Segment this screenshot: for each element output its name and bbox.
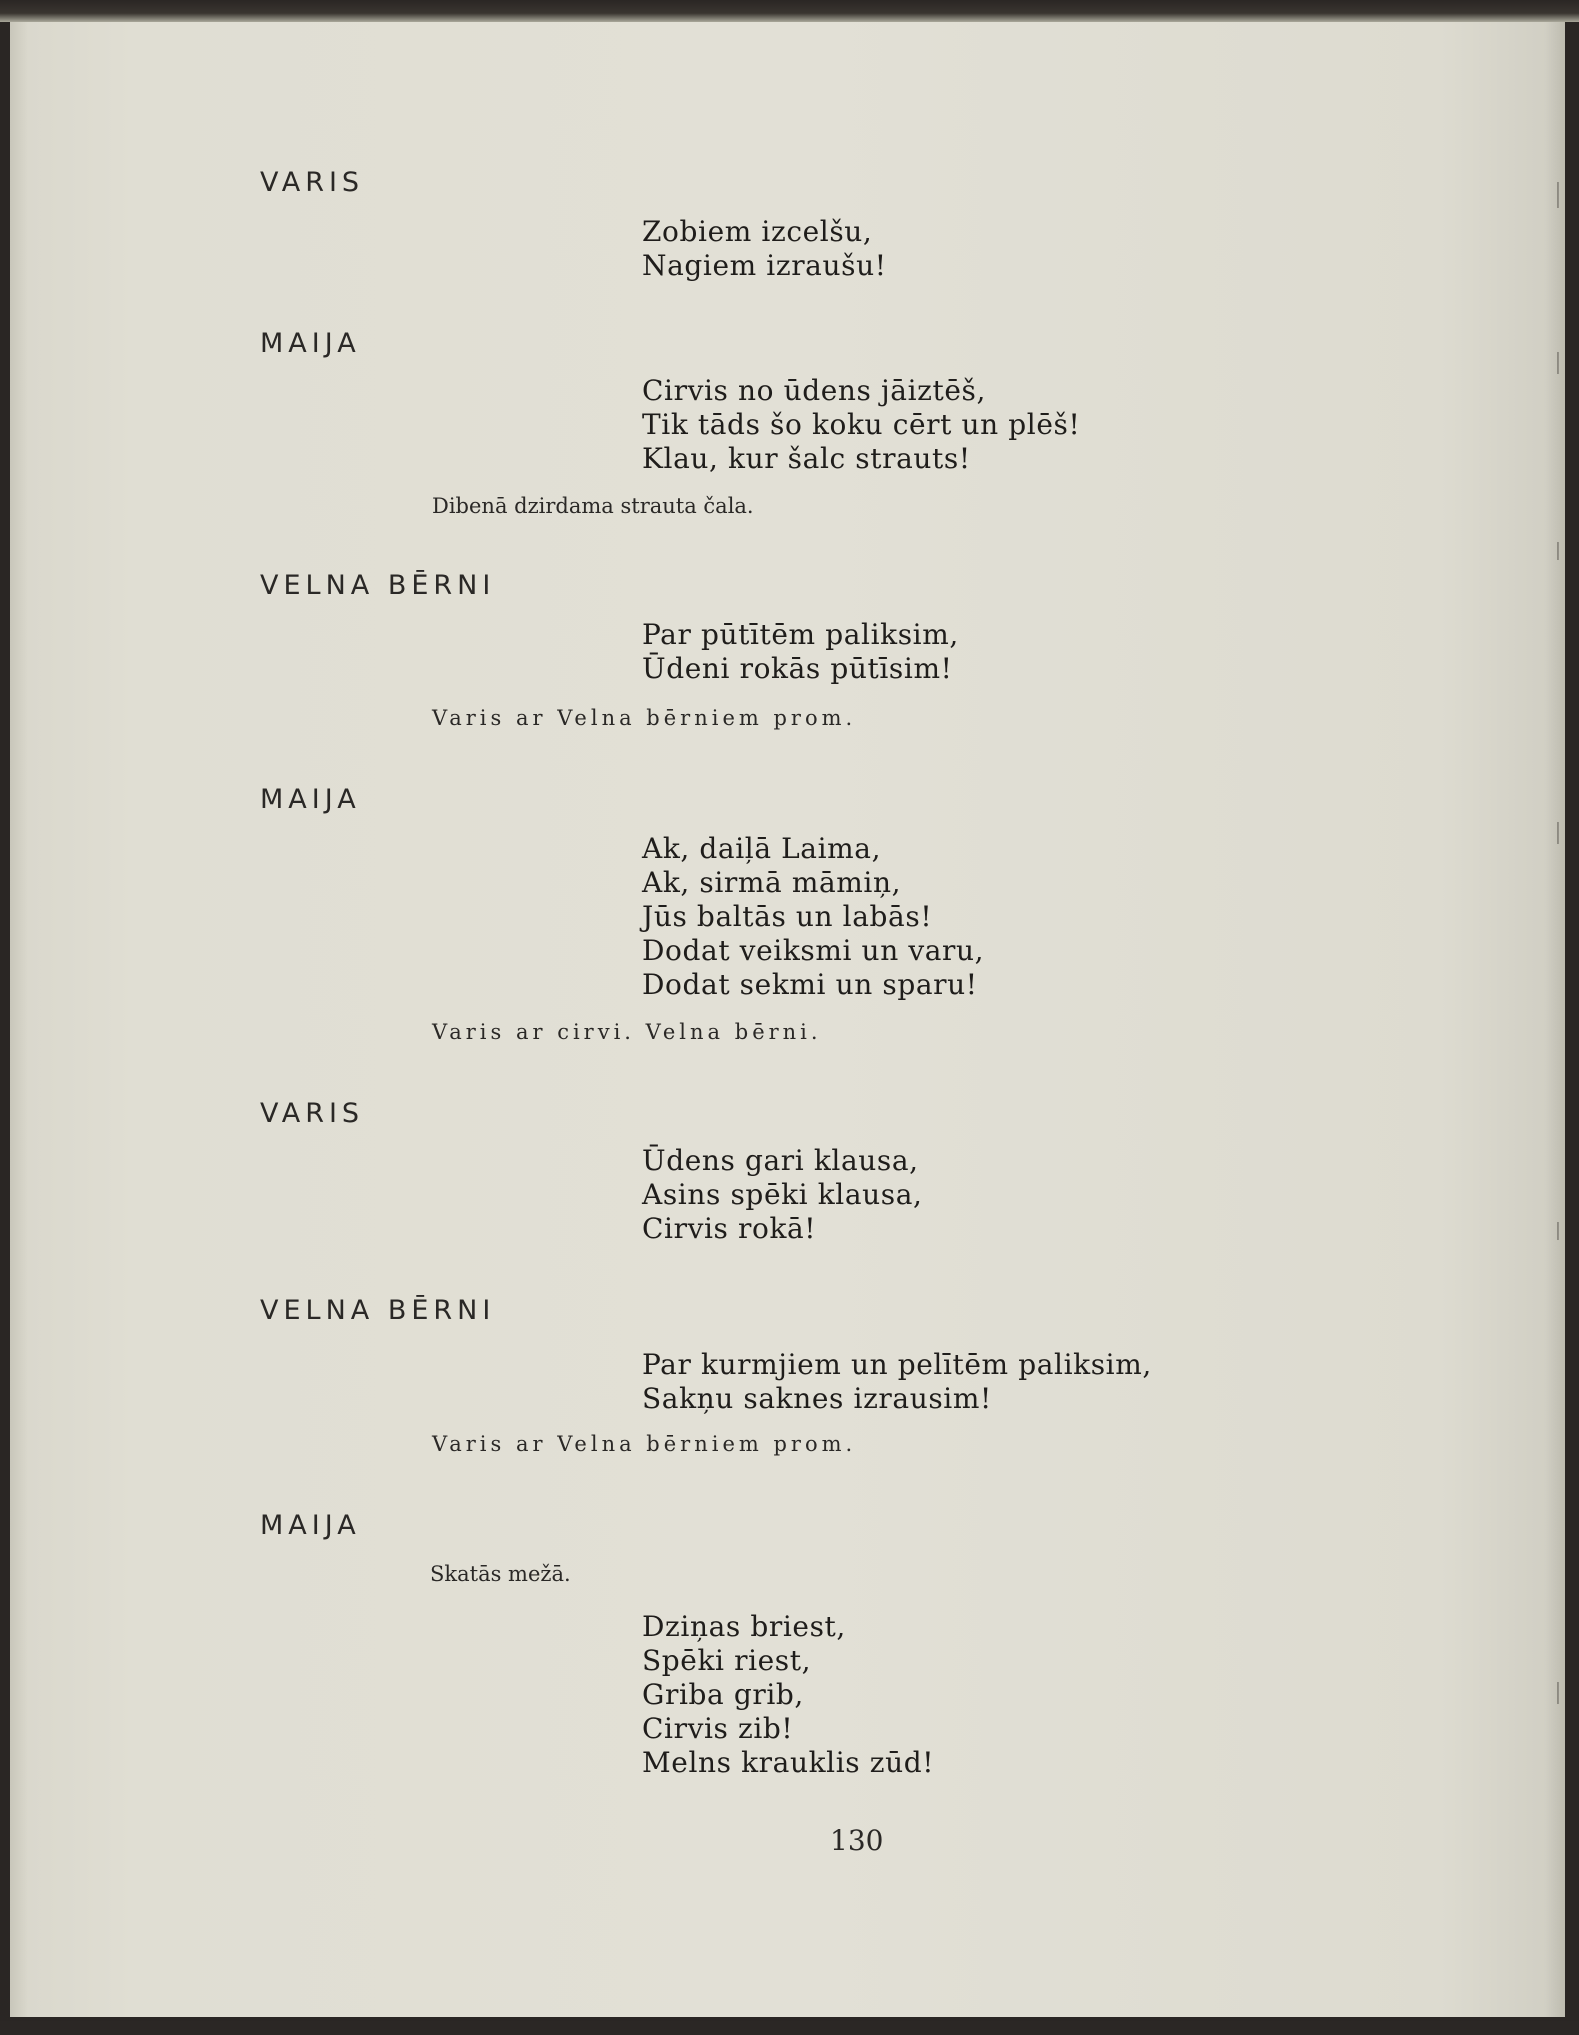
verse-block [642, 832, 984, 1002]
verse-line: Griba grib, [642, 1678, 804, 1711]
stage-direction: Skatās mežā. [430, 1562, 571, 1586]
verse-line: Melns krauklis zūd! [642, 1746, 935, 1779]
book-page [10, 22, 1565, 2017]
verse-line: Dziņas briest, [642, 1610, 846, 1643]
verse-line: Ūdeni rokās pūtīsim! [642, 652, 953, 685]
speaker-velna-berni: VELNA BĒRNI [260, 1295, 496, 1326]
edge-mark [1557, 352, 1559, 374]
speaker-velna-berni: VELNA BĒRNI [260, 570, 496, 601]
edge-mark [1557, 182, 1559, 208]
edge-mark [1557, 822, 1559, 844]
verse-line: Zobiem izcelšu, [642, 215, 873, 248]
book-top-edge [0, 0, 1579, 22]
edge-mark [1557, 1222, 1559, 1240]
verse-line: Nagiem izraušu! [642, 249, 887, 282]
verse-block [642, 618, 959, 686]
page-number: 130 [830, 1824, 884, 1857]
edge-mark [1557, 1682, 1559, 1704]
verse-line: Dodat sekmi un sparu! [642, 968, 978, 1001]
speaker-maija: MAIJA [260, 328, 361, 359]
verse-block [642, 1610, 934, 1780]
verse-block [642, 374, 1080, 476]
verse-line: Cirvis no ūdens jāiztēš, [642, 374, 987, 407]
verse-line: Jūs baltās un labās! [642, 900, 933, 933]
verse-line: Cirvis zib! [642, 1712, 794, 1745]
verse-line: Sakņu saknes izrausim! [642, 1382, 992, 1415]
speaker-varis: VARIS [260, 1098, 365, 1129]
verse-line: Ak, daiļā Laima, [642, 832, 882, 865]
verse-line: Par pūtītēm paliksim, [642, 618, 959, 651]
verse-line: Cirvis rokā! [642, 1212, 817, 1245]
verse-line: Dodat veiksmi un varu, [642, 934, 985, 967]
verse-line: Ak, sirmā māmiņ, [642, 866, 902, 899]
stage-direction: Dibenā dzirdama strauta čala. [432, 494, 754, 518]
book-bottom-edge [0, 2021, 1579, 2035]
verse-line: Klau, kur šalc strauts! [642, 442, 971, 475]
verse-line: Tik tāds šo koku cērt un plēš! [642, 408, 1081, 441]
speaker-varis: VARIS [260, 167, 365, 198]
verse-line: Spēki riest, [642, 1644, 812, 1677]
edge-mark [1557, 542, 1559, 560]
verse-line: Ūdens gari klausa, [642, 1144, 919, 1177]
stage-direction: Varis ar Velna bērniem prom. [432, 1432, 857, 1456]
verse-line: Asins spēki klausa, [642, 1178, 923, 1211]
stage-direction: Varis ar cirvi. Velna bērni. [432, 1020, 822, 1044]
verse-block [642, 1348, 1152, 1416]
verse-block [642, 1144, 923, 1246]
verse-line: Par kurmjiem un pelītēm paliksim, [642, 1348, 1152, 1381]
stage-direction: Varis ar Velna bērniem prom. [432, 706, 857, 730]
speaker-maija: MAIJA [260, 1510, 361, 1541]
speaker-maija: MAIJA [260, 784, 361, 815]
verse-block [642, 215, 887, 283]
